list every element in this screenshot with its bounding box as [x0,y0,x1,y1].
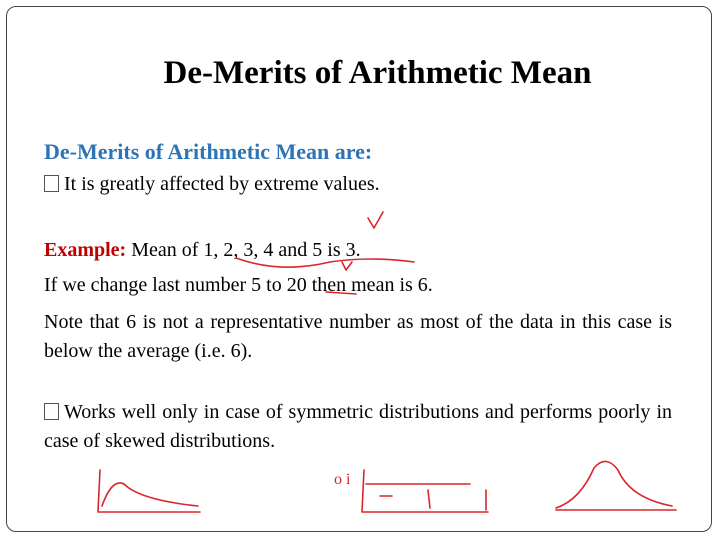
bullet-text: It is greatly affected by extreme values. [64,173,380,195]
slide-subtitle: De-Merits of Arithmetic Mean are: [44,139,373,164]
change-line: If we change last number 5 to 20 then mean is 6. [44,274,433,296]
example-label: Example: [44,239,127,261]
checkbox-bullet-icon [44,175,59,192]
bullet-item-extreme-values [44,173,380,196]
bullet-text: Works well only in case of symmetric distributions and performs poorly in case of skewed distributions. [44,401,672,452]
checkbox-bullet-icon [44,403,59,420]
note-paragraph: Note that 6 is not a representative number as most of the data in this case is below the average (i.e. 6). [44,311,672,362]
bullet-item-symmetric [44,398,672,456]
example-line [44,239,361,262]
slide-title: De-Merits of Arithmetic Mean [163,55,592,91]
example-text: Mean of 1, 2, 3, 4 and 5 is 3. [126,239,361,261]
handwritten-text: o i [334,471,351,488]
